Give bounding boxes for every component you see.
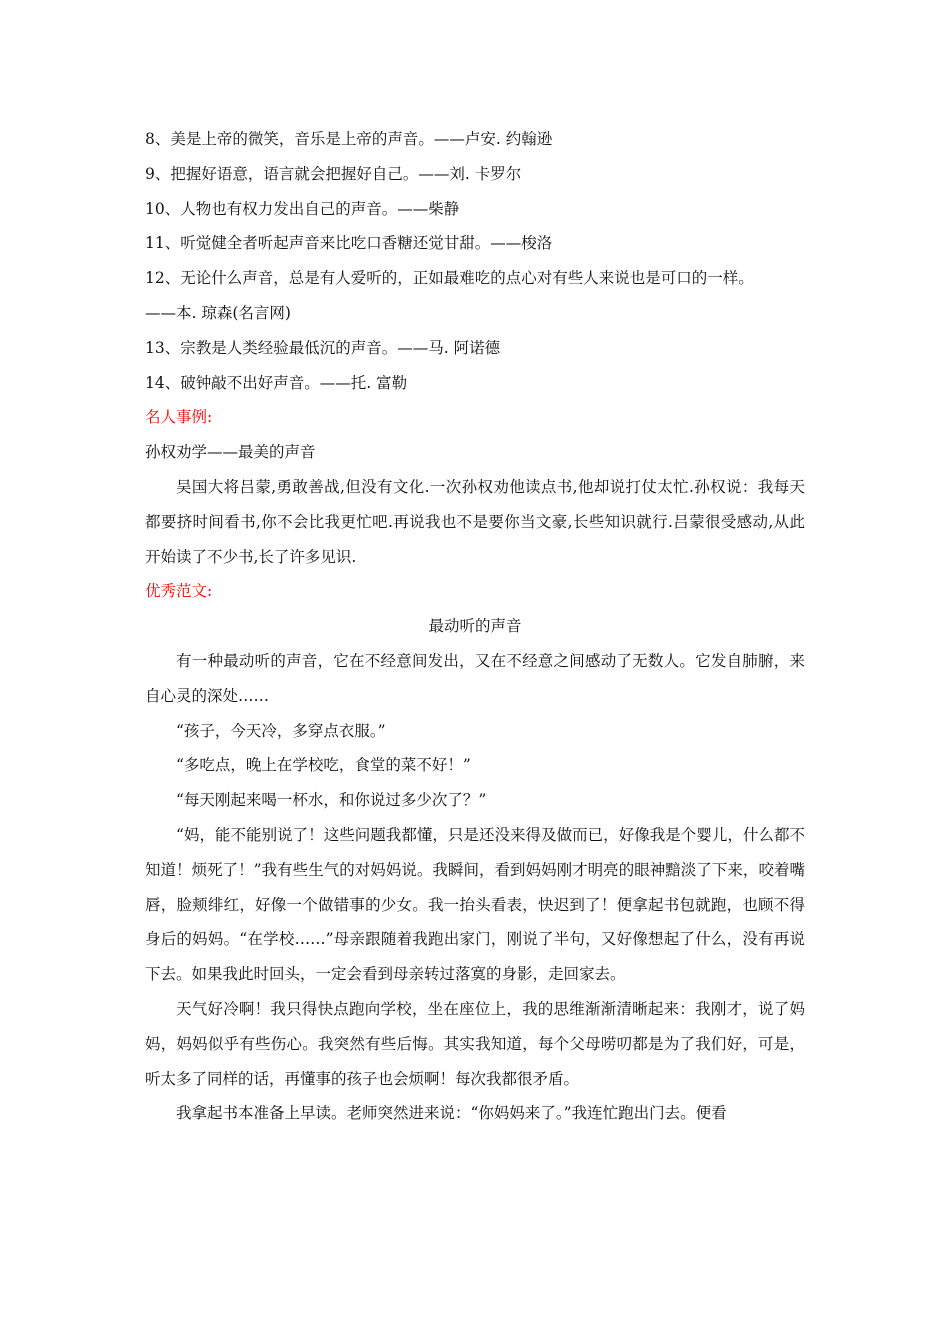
quote-line: ——本. 琼森(名言网) <box>145 303 291 322</box>
essay-paragraph: 有一种最动听的声音，它在不经意间发出，又在不经意之间感动了无数人。它发自肺腑，来自心灵的深处…… <box>145 651 805 705</box>
essay-title: 最动听的声音 <box>428 617 522 636</box>
essay-paragraph: “多吃点，晚上在学校吃，食堂的菜不好！” <box>176 756 471 775</box>
essay-heading: 优秀范文: <box>145 582 213 601</box>
quote-line: 8、美是上帝的微笑，音乐是上帝的声音。——卢安. 约翰逊 <box>145 130 553 148</box>
essay-paragraph: 天气好冷啊！我只得快点跑向学校，坐在座位上，我的思维渐渐清晰起来：我刚才，说了妈妈，妈妈似乎有些伤心。我突然有些后悔。其实我知道，每个父母唠叨都是为了我们好，可是，听太多了同样的话，再懂事的孩子也会烦啊！每次我都很矛盾。 <box>145 999 805 1088</box>
essay-paragraph: “妈，能不能别说了！这些问题我都懂，只是还没来得及做而已，好像我是个婴儿，什么都不知道！烦死了！”我有些生气的对妈妈说。我瞬间，看到妈妈刚才明亮的眼神黯淡了下来，咬着嘴唇，脸颊绯红，好像一个做错事的少女。我一抬头看表，快迟到了！便拿起书包就跑，也顾不得身后的妈妈。“在学校……”母亲跟随着我跑出家门，刚说了半句，又好像想起了什么，没有再说下去。如果我此时回头，一定会看到母亲转过落寞的身影，走回家去。 <box>145 825 805 984</box>
quote-line: 10、人物也有权力发出自己的声音。——柴静 <box>145 199 460 218</box>
quote-line: 13、宗教是人类经验最低沉的声音。——马. 阿诺德 <box>145 338 501 357</box>
essay-paragraph: “孩子，今天冷，多穿点衣服。” <box>176 721 386 740</box>
story-paragraph: 吴国大将吕蒙,勇敢善战,但没有文化.一次孙权劝他读点书,他却说打仗太忙.孙权说：我每天都要挤时间看书,你不会比我更忙吧.再说我也不是要你当文豪,长些知识就行.吕蒙很受感动,从此开始读了不少书,长了许多见识. <box>145 477 805 566</box>
document-page <box>145 122 805 1131</box>
essay-paragraph: 我拿起书本准备上早读。老师突然进来说：“你妈妈来了。”我连忙跑出门去。便看 <box>176 1104 727 1123</box>
quote-line: 12、无论什么声音，总是有人爱听的，正如最难吃的点心对有些人来说也是可口的一样。 <box>145 269 754 288</box>
quote-line: 9、把握好语意，语言就会把握好自己。——刘. 卡罗尔 <box>145 164 522 183</box>
examples-heading: 名人事例: <box>145 408 213 427</box>
essay-paragraph: “每天刚起来喝一杯水，和你说过多少次了？” <box>176 791 487 810</box>
story-title: 孙权劝学——最美的声音 <box>145 443 316 462</box>
quote-line: 14、破钟敲不出好声音。——托. 富勒 <box>145 373 408 392</box>
quote-line: 11、听觉健全者听起声音来比吃口香糖还觉甘甜。——梭洛 <box>145 234 553 253</box>
